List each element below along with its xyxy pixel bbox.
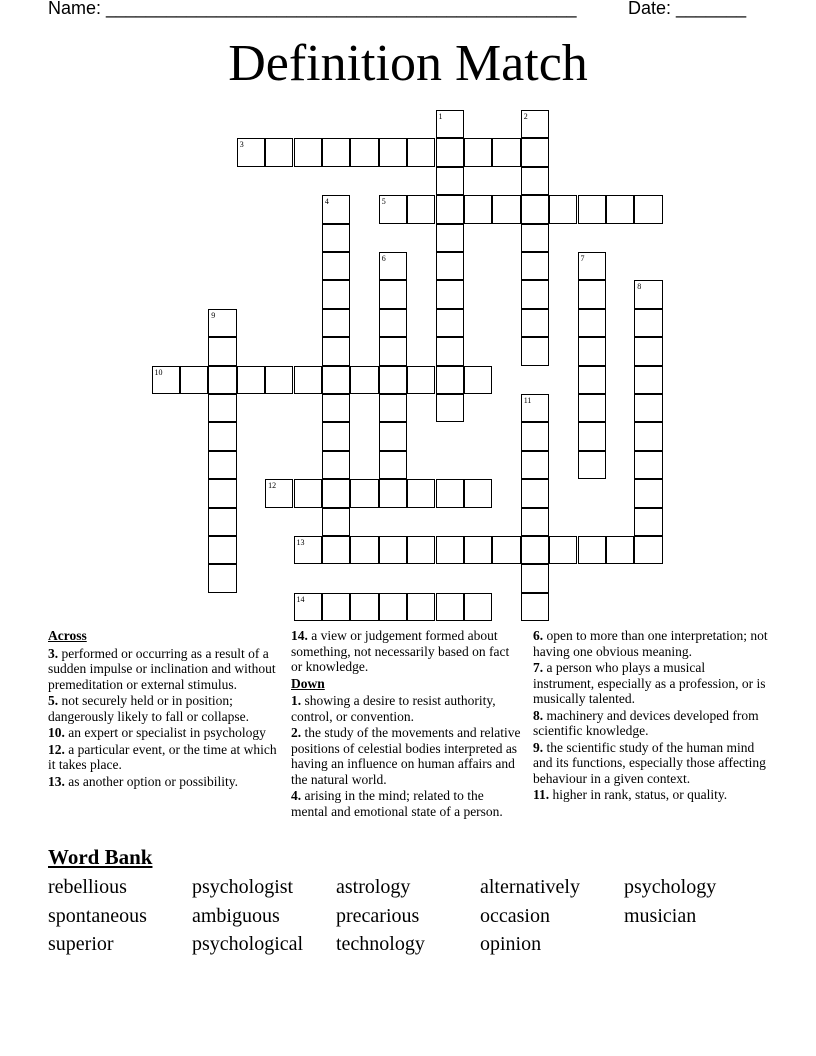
crossword-cell[interactable]	[237, 366, 265, 394]
clue-down-1: 1. showing a desire to resist authority, control, or convention.	[291, 693, 496, 724]
clue-number-label: 14	[296, 594, 305, 604]
crossword-cell[interactable]	[322, 195, 350, 223]
crossword-cell[interactable]	[379, 536, 407, 564]
crossword-cell[interactable]	[322, 593, 350, 621]
page-title: Definition Match	[228, 35, 588, 92]
crossword-cell[interactable]	[350, 536, 378, 564]
crossword-cell[interactable]	[521, 479, 549, 507]
crossword-cell[interactable]	[152, 366, 180, 394]
crossword-cell[interactable]	[521, 252, 549, 280]
crossword-cell[interactable]	[294, 593, 322, 621]
crossword-cell[interactable]	[322, 224, 350, 252]
crossword-cell[interactable]	[322, 252, 350, 280]
crossword-cell[interactable]	[521, 138, 549, 166]
word-bank-item: spontaneous	[48, 905, 147, 927]
crossword-cell[interactable]	[578, 309, 606, 337]
crossword-cell[interactable]	[578, 280, 606, 308]
crossword-cell[interactable]	[634, 337, 662, 365]
crossword-cell[interactable]	[208, 422, 236, 450]
crossword-cell[interactable]	[521, 394, 549, 422]
crossword-cell[interactable]	[294, 138, 322, 166]
crossword-cell[interactable]	[492, 138, 520, 166]
crossword-cell[interactable]	[265, 479, 293, 507]
crossword-cell[interactable]	[578, 337, 606, 365]
crossword-cell[interactable]	[606, 536, 634, 564]
crossword-cell[interactable]	[521, 110, 549, 138]
crossword-cell[interactable]	[578, 422, 606, 450]
clue-down-7: 7. a person who plays a musical instrument, especially as a profession, or is musically talented.	[533, 660, 766, 706]
crossword-cell[interactable]	[436, 280, 464, 308]
clue-across-10: 10. an expert or specialist in psychology	[48, 725, 266, 740]
crossword-cell[interactable]	[379, 252, 407, 280]
clue-across-3: 3. performed or occurring as a result of a sudden impulse or inclination and without premeditation or external stimulus.	[48, 645, 276, 692]
word-bank-item: psychology	[624, 876, 717, 898]
crossword-cell[interactable]	[436, 110, 464, 138]
crossword-cell[interactable]	[379, 309, 407, 337]
crossword-cell[interactable]	[208, 309, 236, 337]
crossword-cell[interactable]	[464, 593, 492, 621]
crossword-cell[interactable]	[379, 593, 407, 621]
crossword-cell[interactable]	[521, 508, 549, 536]
clue-number-label: 1	[438, 112, 443, 121]
clue-down-8: 8. machinery and devices developed from scientific knowledge.	[533, 707, 759, 738]
crossword-cell[interactable]	[436, 394, 464, 422]
crossword-cell[interactable]	[322, 479, 350, 507]
crossword-cell[interactable]	[237, 138, 265, 166]
crossword-cell[interactable]	[549, 195, 577, 223]
crossword-cell[interactable]	[464, 479, 492, 507]
crossword-cell[interactable]	[521, 224, 549, 252]
crossword-cell[interactable]	[521, 337, 549, 365]
crossword-cell[interactable]	[634, 394, 662, 422]
word-bank-item: psychologist	[192, 876, 294, 898]
clue-down-6: 6. open to more than one interpretation; not having one obvious meaning.	[533, 628, 768, 659]
word-bank-item: opinion	[480, 933, 542, 955]
crossword-cell[interactable]	[407, 479, 435, 507]
crossword-cell[interactable]	[436, 195, 464, 223]
crossword-cell[interactable]	[208, 564, 236, 592]
clue-across-12: 12. a particular event, or the time at which it takes place.	[48, 741, 277, 772]
crossword-cell[interactable]	[464, 366, 492, 394]
name-field[interactable]: Name: _______________________________________________	[48, 0, 577, 18]
crossword-cell[interactable]	[407, 536, 435, 564]
clue-number-label: 4	[324, 197, 329, 207]
crossword-cell[interactable]	[379, 280, 407, 308]
across-heading: Across	[48, 628, 87, 643]
clue-number-label: 9	[211, 310, 216, 320]
crossword-cell[interactable]	[436, 536, 464, 564]
word-bank-item: technology	[336, 933, 425, 955]
crossword-cell[interactable]	[407, 195, 435, 223]
crossword-cell[interactable]	[322, 451, 350, 479]
word-bank-item: alternatively	[480, 876, 580, 898]
clue-number-label: 5	[381, 197, 386, 207]
clue-across-13: 13. as another option or possibility.	[48, 773, 238, 789]
crossword-cell[interactable]	[464, 536, 492, 564]
word-bank-item: ambiguous	[192, 905, 280, 927]
crossword-cell[interactable]	[492, 536, 520, 564]
word-bank-item: musician	[624, 905, 697, 927]
crossword-cell[interactable]	[578, 195, 606, 223]
clue-down-4: 4. arising in the mind; related to the mental and emotional state of a person.	[291, 788, 503, 819]
crossword-cell[interactable]	[322, 536, 350, 564]
crossword-cell[interactable]	[634, 309, 662, 337]
crossword-cell[interactable]	[464, 138, 492, 166]
crossword-cell[interactable]	[379, 366, 407, 394]
crossword-cell[interactable]	[634, 451, 662, 479]
crossword-cell[interactable]	[634, 508, 662, 536]
crossword-cell[interactable]	[208, 536, 236, 564]
crossword-cell[interactable]	[521, 195, 549, 223]
crossword-cell[interactable]	[578, 252, 606, 280]
crossword-cell[interactable]	[634, 422, 662, 450]
clue-down-11: 11. higher in rank, status, or quality.	[533, 787, 728, 802]
clue-down-9: 9. the scientific study of the human mind and its functions, especially those affecting behaviour in a given context.	[533, 739, 766, 786]
word-bank-item: superior	[48, 933, 114, 955]
crossword-cell[interactable]	[208, 508, 236, 536]
crossword-cell[interactable]	[379, 195, 407, 223]
crossword-cell[interactable]	[322, 394, 350, 422]
crossword-cell[interactable]	[379, 138, 407, 166]
crossword-cell[interactable]	[322, 508, 350, 536]
word-bank-item: rebellious	[48, 876, 127, 898]
crossword-cell[interactable]	[521, 451, 549, 479]
word-bank-item: astrology	[336, 876, 411, 898]
crossword-cell[interactable]	[265, 138, 293, 166]
crossword-cell[interactable]	[578, 536, 606, 564]
crossword-cell[interactable]	[634, 536, 662, 564]
clue-down-2: 2. the study of the movements and relative positions of celestial bodies interpreted as having an influence on human affairs and the natural world.	[291, 725, 521, 787]
crossword-cell[interactable]	[634, 366, 662, 394]
crossword-cell[interactable]	[436, 337, 464, 365]
word-bank-item: precarious	[336, 905, 420, 927]
word-bank-title: Word Bank	[48, 845, 153, 869]
crossword-cell[interactable]	[265, 366, 293, 394]
crossword-cell[interactable]	[578, 451, 606, 479]
crossword-cell[interactable]	[578, 394, 606, 422]
crossword-cell[interactable]	[521, 536, 549, 564]
crossword-cell[interactable]	[436, 593, 464, 621]
crossword-cell[interactable]	[322, 280, 350, 308]
clue-number-label: 12	[268, 481, 277, 491]
date-field[interactable]: Date: _______	[628, 0, 747, 18]
clue-number-label: 7	[580, 254, 585, 263]
crossword-cell[interactable]	[322, 366, 350, 394]
crossword-cell[interactable]	[322, 422, 350, 450]
clue-number-label: 13	[296, 538, 305, 547]
word-bank-item: psychological	[192, 933, 304, 955]
crossword-cell[interactable]	[492, 195, 520, 223]
crossword-cell[interactable]	[208, 479, 236, 507]
crossword-cell[interactable]	[436, 224, 464, 252]
crossword-cell[interactable]	[294, 479, 322, 507]
clue-across-5: 5. not securely held or in position; dangerously likely to fall or collapse.	[48, 693, 249, 724]
clues-column-2	[291, 628, 523, 820]
crossword-cell[interactable]	[407, 366, 435, 394]
crossword-cell[interactable]	[407, 593, 435, 621]
crossword-cell[interactable]	[521, 280, 549, 308]
clue-number-label: 2	[523, 112, 528, 121]
crossword-cell[interactable]	[464, 195, 492, 223]
crossword-cell[interactable]	[322, 138, 350, 166]
crossword-cell[interactable]	[294, 536, 322, 564]
crossword-cell[interactable]	[634, 280, 662, 308]
crossword-cell[interactable]	[350, 366, 378, 394]
crossword-cell[interactable]	[634, 479, 662, 507]
crossword-cell[interactable]	[379, 337, 407, 365]
crossword-cell[interactable]	[436, 252, 464, 280]
crossword-cell[interactable]	[521, 422, 549, 450]
clue-number-label: 6	[381, 254, 386, 263]
clues-column-3	[533, 628, 769, 804]
crossword-cell[interactable]	[208, 394, 236, 422]
crossword-cell[interactable]	[521, 564, 549, 592]
clue-number-label: 8	[637, 282, 642, 292]
clues-column-1	[48, 628, 284, 790]
crossword-cell[interactable]	[322, 309, 350, 337]
word-bank-item: occasion	[480, 905, 550, 927]
crossword-cell[interactable]	[549, 536, 577, 564]
crossword-cell[interactable]	[436, 479, 464, 507]
clue-across-14: 14. a view or judgement formed about something, not necessarily based on fact or knowledge.	[291, 628, 510, 674]
crossword-cell[interactable]	[578, 366, 606, 394]
crossword-cell[interactable]	[350, 593, 378, 621]
crossword-cell[interactable]	[634, 195, 662, 223]
crossword-cell[interactable]	[379, 479, 407, 507]
clue-number-label: 3	[239, 140, 244, 150]
crossword-cell[interactable]	[350, 138, 378, 166]
crossword-cell[interactable]	[521, 309, 549, 337]
crossword-cell[interactable]	[294, 366, 322, 394]
crossword-cell[interactable]	[521, 167, 549, 195]
clue-number-label: 10	[154, 367, 163, 377]
crossword-cell[interactable]	[436, 309, 464, 337]
crossword-cell[interactable]	[379, 394, 407, 422]
crossword-cell[interactable]	[208, 366, 236, 394]
crossword-cell[interactable]	[436, 366, 464, 394]
crossword-cell[interactable]	[379, 422, 407, 450]
crossword-cell[interactable]	[180, 366, 208, 394]
crossword-cell[interactable]	[350, 479, 378, 507]
crossword-cell[interactable]	[208, 451, 236, 479]
crossword-cell[interactable]	[436, 167, 464, 195]
crossword-cell[interactable]	[407, 138, 435, 166]
crossword-cell[interactable]	[606, 195, 634, 223]
crossword-cell[interactable]	[208, 337, 236, 365]
clue-number-label: 11	[523, 396, 532, 405]
crossword-cell[interactable]	[379, 451, 407, 479]
crossword-cell[interactable]	[436, 138, 464, 166]
down-heading: Down	[291, 675, 325, 691]
crossword-cell[interactable]	[322, 337, 350, 365]
crossword-cell[interactable]	[521, 593, 549, 621]
